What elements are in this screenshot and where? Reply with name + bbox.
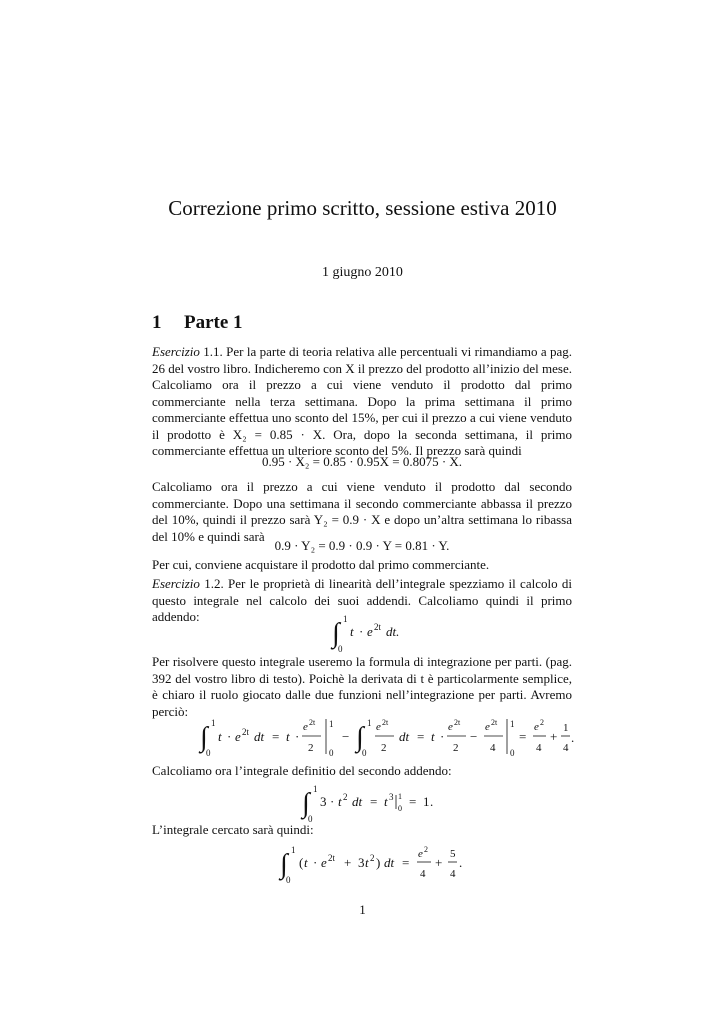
differential: dt (399, 729, 410, 744)
exercise-label: Esercizio (152, 344, 200, 359)
integral-lower-limit: 0 (308, 814, 313, 824)
exercise-text: Per la parte di teoria relativa alle percentuali vi rimandiamo a pag. 26 del vostro libro. Indicheremo con X il prezzo del prodotto all’inizio del mese. Calcoliamo ora il prezzo a cui viene venduto il prodotto dal primo commerciante nella terza settimana. Dopo la prima settimana il primo commerciante effettua uno sconto del 15%, per cui il prezzo a cui viene venduto il prodotto è X₂ = 0.85 · X. Ora, dopo la seconda settimana, il primo commerciante effettua un ulteriore sconto del 5%. Il prezzo sarà quindi (152, 344, 572, 458)
plus: + (344, 855, 352, 870)
exponent-2: 2 (424, 845, 428, 854)
equation-price-second: 0.9 · Y₂ = 0.9 · 0.9 · Y = 0.81 · Y. (274, 538, 450, 553)
eval-lower: 0 (510, 748, 515, 758)
document-title: Correzione primo scritto, sessione estiva 2010 (168, 196, 557, 220)
var-t: t (338, 794, 342, 809)
differential: dt (384, 855, 395, 870)
cdot: · (295, 729, 300, 744)
var-e: e (448, 721, 453, 733)
paragraph-text: L’integrale cercato sarà quindi: (152, 822, 314, 837)
integral-upper-limit: 1 (211, 718, 216, 728)
var-t: t (286, 729, 290, 744)
var-e: e (376, 721, 381, 733)
integral-lower-limit: 0 (286, 875, 291, 885)
integral-sign: ∫ (332, 618, 340, 649)
cdot: · (227, 729, 232, 744)
var-t: t (304, 855, 308, 870)
exercise-number: 1.1. (199, 344, 223, 359)
integral-sign: ∫ (356, 722, 364, 753)
var-e: e (418, 848, 423, 860)
exercise-1-2-paragraph-2 (152, 654, 572, 720)
minus: − (470, 729, 478, 744)
eval-lower: 0 (329, 748, 334, 758)
coefficient: 3 (358, 855, 365, 870)
exponent-3: 3 (389, 792, 394, 802)
equation-integration-by-parts (152, 712, 575, 760)
section-heading (152, 312, 243, 334)
exponent-2t: 2t (242, 727, 250, 737)
equation-integral-total (152, 840, 572, 886)
var-e: e (235, 729, 241, 744)
exercise-label: Esercizio (152, 576, 200, 591)
var-e: e (367, 624, 373, 639)
integral-lower-limit: 0 (338, 644, 343, 654)
exponent-2: 2 (343, 792, 348, 802)
minus: − (342, 729, 350, 744)
exponent-2t: 2t (374, 622, 382, 632)
plus: + (435, 855, 443, 870)
integral-sign: ∫ (302, 788, 310, 819)
integral-upper-limit: 1 (313, 784, 318, 794)
cdot: · (330, 794, 335, 809)
cdot: · (313, 855, 318, 870)
denominator: 4 (450, 868, 456, 880)
paragraph-text: Calcoliamo ora il prezzo a cui viene venduto il prodotto dal secondo commerciante. Dopo una settimana il secondo commerciante abbassa il prezzo del 10%, quindi il prezzo sarà Y₂ = 0.9 · X e dopo un’altra settimana lo ribassa del 10% e quindi sarà (152, 479, 572, 544)
equals: = (370, 794, 378, 809)
integral-lower-limit: 0 (206, 748, 211, 758)
exponent-2t: 2t (309, 718, 316, 727)
equals: = (519, 729, 527, 744)
equation-price-first: 0.95 · X₂ = 0.85 · 0.95X = 0.8075 · X. (261, 454, 463, 469)
exponent-2t: 2t (454, 718, 461, 727)
exponent-2t: 2t (382, 718, 389, 727)
exponent-2t: 2t (328, 853, 336, 863)
page-number: 1 (359, 902, 366, 917)
var-t: t (384, 794, 388, 809)
coefficient: 3 (320, 794, 327, 809)
exercise-1-1-paragraph-2 (152, 479, 572, 545)
exercise-1-1-paragraph (152, 344, 572, 460)
eval-lower: 0 (398, 804, 402, 813)
denominator: 4 (490, 742, 496, 754)
numerator: 1 (563, 722, 569, 734)
integral-upper-limit: 1 (367, 718, 372, 728)
document-date: 1 giugno 2010 (322, 265, 403, 280)
denominator: 2 (381, 742, 387, 754)
integral-lower-limit: 0 (362, 748, 367, 758)
cdot: · (359, 624, 364, 639)
exercise-text: Per le proprietà di linearità dell’integrale spezziamo il calcolo di questo integrale nel calcolo dei suoi addendi. Calcoliamo quindi il primo addendo: (152, 576, 572, 624)
eval-upper: 1 (329, 719, 334, 729)
period: . (430, 794, 434, 809)
exponent-2t: 2t (491, 718, 498, 727)
eval-upper: 1 (510, 719, 515, 729)
equals: = (417, 729, 425, 744)
denominator: 4 (536, 742, 542, 754)
numerator: 5 (450, 848, 456, 860)
var-e: e (534, 721, 539, 733)
open-paren: ( (299, 855, 304, 870)
integral-sign: ∫ (200, 722, 208, 753)
plus: + (550, 729, 558, 744)
equals: = (402, 855, 410, 870)
exercise-1-2-paragraph-3 (152, 763, 572, 780)
integral-upper-limit: 1 (343, 614, 348, 624)
conclusion-paragraph (152, 557, 572, 574)
exponent-2: 2 (370, 853, 375, 863)
denominator: 4 (420, 868, 426, 880)
exercise-1-2-paragraph-4 (152, 822, 572, 839)
exponent-2: 2 (540, 718, 544, 727)
paragraph-text: Calcoliamo ora l’integrale definitio del secondo addendo: (152, 763, 452, 778)
var-e: e (485, 721, 490, 733)
paragraph-text: Per risolvere questo integrale useremo la formula di integrazione per parti. (pag. 392 del vostro libro di testo). Poichè la derivata di t è particolarmente semplice, è chiaro il ruolo giocato dalle due funzioni nell’integrazione per parti. Avremo perciò: (152, 654, 572, 719)
equation-period: . (571, 730, 575, 745)
var-t: t (218, 729, 222, 744)
exercise-number: 1.2. (199, 576, 224, 591)
differential: dt (352, 794, 363, 809)
var-t: t (365, 855, 369, 870)
var-t: t (431, 729, 435, 744)
equation-integral-first (152, 612, 572, 654)
integral-sign: ∫ (280, 849, 288, 880)
close-paren: ) (376, 855, 381, 870)
equals: = (272, 729, 280, 744)
eval-upper: 1 (398, 792, 402, 801)
paragraph-text: Per cui, conviene acquistare il prodotto dal primo commerciante. (152, 557, 490, 572)
differential: dt (254, 729, 265, 744)
differential: dt. (386, 624, 400, 639)
var-e: e (321, 855, 327, 870)
integral-upper-limit: 1 (291, 845, 296, 855)
denominator: 2 (308, 742, 314, 754)
equation-integral-second (152, 782, 572, 824)
var-e: e (303, 721, 308, 733)
var-t: t (350, 624, 354, 639)
cdot: · (440, 729, 445, 744)
section-title: Parte 1 (184, 312, 243, 333)
denominator: 2 (453, 742, 459, 754)
period: . (459, 855, 463, 870)
section-number: 1 (152, 312, 162, 333)
result: 1 (423, 794, 430, 809)
denominator: 4 (563, 742, 569, 754)
equals: = (409, 794, 417, 809)
